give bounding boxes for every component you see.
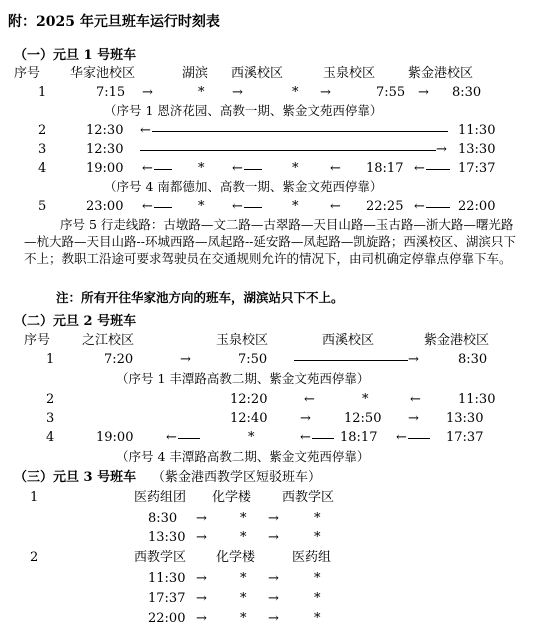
s1-r3-line — [140, 150, 436, 151]
s3-g1-r1-star-1: * — [240, 511, 247, 526]
s1-note-row4: （序号 4 南都德加、高教一期、紫金文苑西停靠） — [104, 179, 383, 194]
s2-r4-time-zhijiang: 19:00 — [96, 430, 134, 445]
s3-g2-r1-star-1: * — [240, 571, 247, 586]
s1-r5-line-1 — [154, 207, 172, 208]
s3-g2-r2-arrow-2: → — [268, 591, 279, 606]
s1-r4-time-huajiachi: 19:00 — [86, 161, 124, 176]
section-2-heading: （二）元旦 2 号班车 — [14, 314, 137, 329]
s1-r5-arrow-1: ← — [142, 199, 153, 214]
s1-r1-arrow-1: → — [142, 85, 153, 100]
s1-warning-note: 注：所有开往华家池方向的班车，湖滨站只下不上。 — [56, 290, 344, 305]
s1-r5-arrow-2: ← — [232, 199, 243, 214]
s1-route-description: 序号 5 行走线路：古墩路—文二路—古翠路—天目山路—玉古路—浙大路—曙光路—杭大路—天目山路--环城西路—凤起路--延安路—凤起路—凯旋路；西溪校区、湖滨只下不上；教职工沿途可要求驾驶员在交通规则允许的情况下，由司机确定停靠点停靠下车。 — [24, 217, 516, 266]
s3-g2-no: 2 — [30, 550, 39, 565]
s2-r3-arrow-2: → — [408, 411, 419, 426]
s3-g2-r2-star-2: * — [314, 591, 321, 606]
s3-g1-r1-star-2: * — [314, 511, 321, 526]
s2-r4-arrow-1: ← — [166, 430, 177, 445]
s3-g1-header-huaxue: 化学楼 — [212, 490, 252, 505]
s1-r1-arrow-4: → — [418, 85, 429, 100]
s1-r5-no: 5 — [38, 199, 47, 214]
s2-header-no: 序号 — [24, 333, 51, 348]
s2-r4-arrow-3: ← — [396, 430, 407, 445]
s1-r1-time-huajiachi: 7:15 — [96, 85, 126, 100]
s2-r2-time-yuquan: 12:20 — [230, 392, 268, 407]
s1-r4-time-yuquan: 18:17 — [366, 161, 404, 176]
s1-r4-arrow-1: ← — [142, 161, 153, 176]
s2-r3-no: 3 — [46, 411, 55, 426]
s2-r2-time-zijingang: 11:30 — [458, 392, 496, 407]
s1-r2-time-zijingang: 11:30 — [458, 123, 496, 138]
s3-g1-r2-arrow-2: → — [268, 530, 279, 545]
s3-g2-r3-star-1: * — [240, 611, 247, 626]
s2-r1-no: 1 — [46, 352, 55, 367]
s3-g2-r3-arrow-2: → — [268, 611, 279, 626]
section-3-subtitle: （紫金港西教学区短驳班车） — [152, 470, 322, 485]
s1-r4-line-4 — [426, 169, 450, 170]
s3-g2-header-huaxue: 化学楼 — [216, 550, 256, 565]
s2-r4-line-1 — [178, 438, 200, 439]
s1-r5-arrow-3: ← — [330, 199, 341, 214]
s2-r1-time-yuquan: 7:50 — [238, 352, 268, 367]
s2-r1-time-zhijiang: 7:20 — [104, 352, 134, 367]
s1-r1-star-xixi: * — [292, 85, 299, 100]
s3-g1-r1-arrow-1: → — [196, 511, 207, 526]
s2-r3-time-xixi: 12:50 — [344, 411, 382, 426]
s1-r4-no: 4 — [38, 161, 47, 176]
s1-r5-star-xixi: * — [292, 199, 299, 214]
s2-r2-arrow-1: ← — [304, 392, 315, 407]
s3-g2-time-2: 17:37 — [148, 591, 186, 606]
s2-header-xixi: 西溪校区 — [322, 333, 375, 348]
s2-r1-arrow-2: → — [408, 352, 419, 367]
s1-r1-arrow-3: → — [320, 85, 331, 100]
s3-g1-r1-arrow-2: → — [268, 511, 279, 526]
s2-r3-arrow-1: → — [300, 411, 311, 426]
s3-g1-time-2: 13:30 — [148, 530, 186, 545]
s1-r5-star-hubin: * — [198, 199, 205, 214]
s2-r4-star-yuquan: * — [248, 430, 255, 445]
s1-r4-star-xixi: * — [292, 161, 299, 176]
s3-g1-time-1: 8:30 — [148, 511, 178, 526]
section-1-heading: （一）元旦 1 号班车 — [14, 48, 137, 63]
s1-header-hubin: 湖滨 — [182, 66, 209, 81]
s2-r2-star-xixi: * — [362, 392, 369, 407]
s3-g1-header-yiyao: 医药组团 — [134, 490, 187, 505]
s1-r5-line-2 — [244, 207, 262, 208]
s3-g2-r1-arrow-1: → — [196, 571, 207, 586]
s1-r1-arrow-2: → — [232, 85, 243, 100]
s1-r3-time-zijingang: 13:30 — [458, 142, 496, 157]
document-title: 附：2025 年元旦班车运行时刻表 — [8, 14, 220, 30]
s2-r3-time-zijingang: 13:30 — [446, 411, 484, 426]
s2-r4-line-3 — [408, 438, 430, 439]
s1-r2-line — [152, 131, 448, 132]
s1-r5-line-4 — [426, 207, 450, 208]
section-3-heading: （三）元旦 3 号班车 — [14, 470, 137, 485]
s1-r2-time-huajiachi: 12:30 — [86, 123, 124, 138]
s1-header-xixi: 西溪校区 — [231, 66, 284, 81]
s3-g2-time-3: 22:00 — [148, 611, 186, 626]
s1-r4-arrow-4: ← — [414, 161, 425, 176]
s1-r5-time-yuquan: 22:25 — [366, 199, 404, 214]
s1-r3-time-huajiachi: 12:30 — [86, 142, 124, 157]
s1-r1-no: 1 — [38, 85, 47, 100]
s2-header-yuquan: 玉泉校区 — [216, 333, 269, 348]
s3-g2-r1-arrow-2: → — [268, 571, 279, 586]
s2-header-zijingang: 紫金港校区 — [424, 333, 490, 348]
s2-r1-arrow-1: → — [180, 352, 191, 367]
s2-r1-line — [294, 360, 408, 361]
s1-header-zijingang: 紫金港校区 — [408, 66, 474, 81]
s3-g2-r2-star-1: * — [240, 591, 247, 606]
s3-g2-r3-arrow-1: → — [196, 611, 207, 626]
s1-r1-time-yuquan: 7:55 — [376, 85, 406, 100]
s1-r5-time-zijingang: 22:00 — [458, 199, 496, 214]
s3-g2-header-xijiao: 西教学区 — [134, 550, 187, 565]
s2-r4-no: 4 — [46, 430, 55, 445]
s1-r5-time-huajiachi: 23:00 — [86, 199, 124, 214]
s1-r4-line-1 — [154, 169, 172, 170]
s2-note-row4: （序号 4 丰潭路高教二期、紫金文苑西停靠） — [116, 449, 370, 464]
s2-r2-no: 2 — [46, 392, 55, 407]
s3-g2-header-yiyao: 医药组 — [292, 550, 332, 565]
s1-r4-arrow-3: ← — [330, 161, 341, 176]
s3-g1-r2-star-2: * — [314, 530, 321, 545]
s3-g2-r3-star-2: * — [314, 611, 321, 626]
s1-header-no: 序号 — [14, 66, 41, 81]
s1-r1-star-hubin: * — [198, 85, 205, 100]
s2-r4-time-xixi: 18:17 — [340, 430, 378, 445]
s2-r4-time-zijingang: 17:37 — [446, 430, 484, 445]
s2-note-row1: （序号 1 丰潭路高教二期、紫金文苑西停靠） — [116, 371, 370, 386]
s1-r4-star-hubin: * — [198, 161, 205, 176]
s2-r4-line-2 — [312, 438, 334, 439]
s1-r2-no: 2 — [38, 123, 47, 138]
s1-header-yuquan: 玉泉校区 — [323, 66, 376, 81]
s3-g2-time-1: 11:30 — [148, 571, 186, 586]
s3-g2-r2-arrow-1: → — [196, 591, 207, 606]
s3-g2-r1-star-2: * — [314, 571, 321, 586]
s2-r4-arrow-2: ← — [300, 430, 311, 445]
s1-r5-arrow-4: ← — [414, 199, 425, 214]
s3-g1-r2-arrow-1: → — [196, 530, 207, 545]
s1-r4-line-2 — [244, 169, 262, 170]
s2-r2-arrow-2: ← — [410, 392, 421, 407]
s3-g1-header-xijiao: 西教学区 — [282, 490, 335, 505]
s1-r3-no: 3 — [38, 142, 47, 157]
s1-r4-arrow-2: ← — [232, 161, 243, 176]
s1-r3-arrow-right: → — [436, 142, 447, 157]
s1-header-huajiachi: 华家池校区 — [70, 66, 136, 81]
s3-g1-r2-star-1: * — [240, 530, 247, 545]
s1-r1-time-zijingang: 8:30 — [452, 85, 482, 100]
s3-g1-no: 1 — [30, 490, 39, 505]
s1-r2-arrow-left: ← — [140, 123, 151, 138]
s2-r1-time-zijingang: 8:30 — [458, 352, 488, 367]
s2-r3-time-yuquan: 12:40 — [230, 411, 268, 426]
s1-r4-time-zijingang: 17:37 — [458, 161, 496, 176]
s2-header-zhijiang: 之江校区 — [82, 333, 135, 348]
s1-note-row1: （序号 1 恩济花园、高教一期、紫金文苑西停靠） — [104, 103, 383, 118]
